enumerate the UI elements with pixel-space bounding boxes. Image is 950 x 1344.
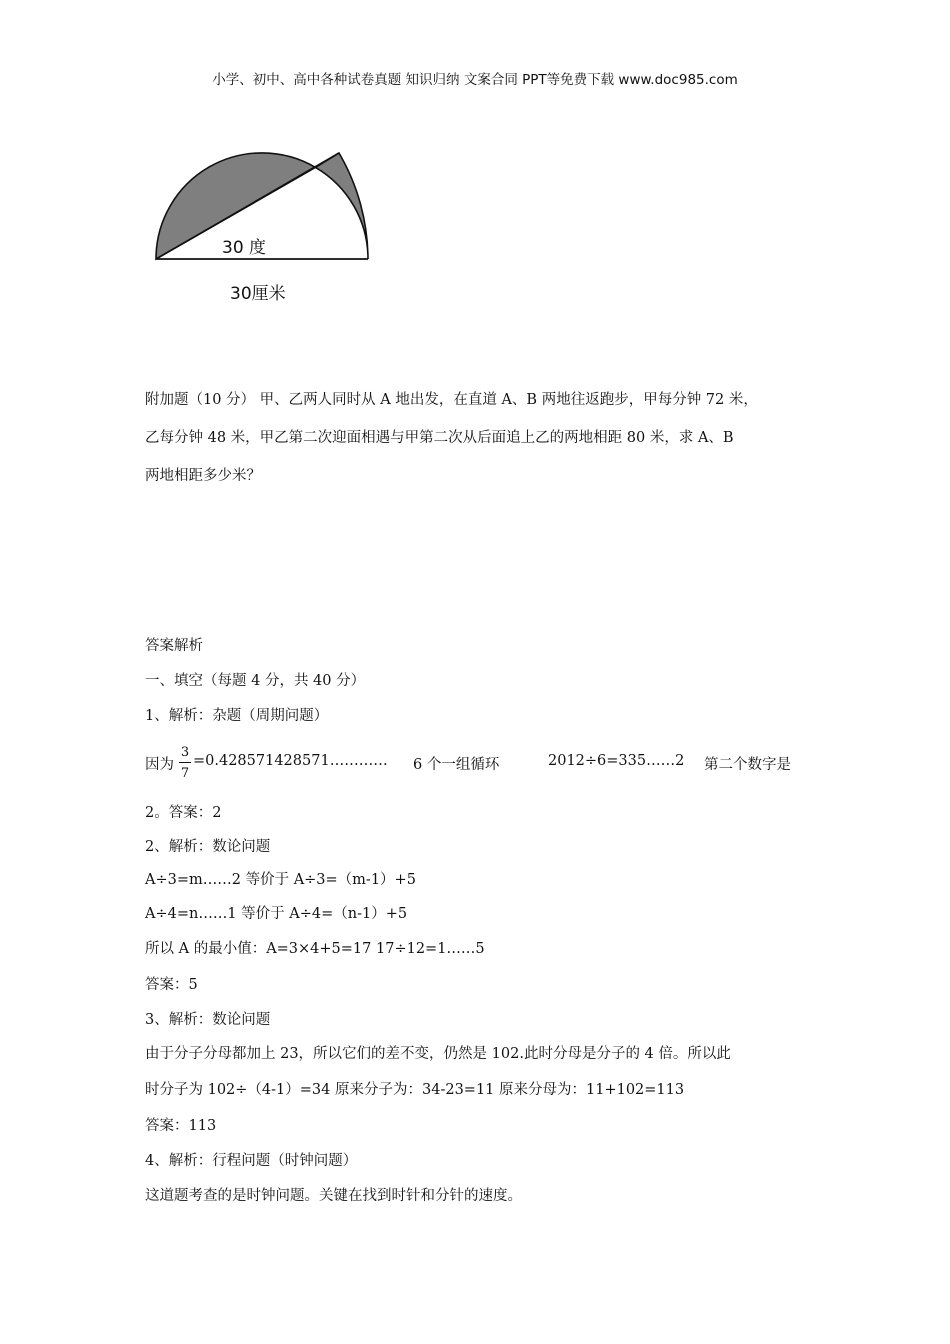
q1-decimal: =0.428571428571………… (193, 753, 388, 769)
section-1-heading: 一、填空（每题 4 分，共 40 分） (145, 673, 366, 689)
q3-heading: 3、解析：数论问题 (145, 1012, 271, 1028)
fraction-bar (179, 762, 191, 763)
q1-prefix: 因为 (145, 757, 174, 773)
q3-line-2: 时分子为 102÷（4-1）=34 原来分子为：34-23=11 原来分母为：11+102=113 (145, 1082, 685, 1098)
angle-label: 30 度 (222, 238, 267, 258)
fraction-three-sevenths (179, 744, 191, 782)
answers-title: 答案解析 (145, 638, 203, 654)
fraction-denominator: 7 (180, 766, 190, 781)
q2-line-3: 所以 A 的最小值：A=3×4+5=17 17÷12=1……5 (145, 941, 485, 957)
q2-line-1: A÷3=m……2 等价于 A÷3=（m-1）+5 (145, 872, 416, 888)
right-shaded-region (316, 153, 369, 259)
q2-line-2: A÷4=n……1 等价于 A÷4=（n-1）+5 (145, 906, 408, 922)
q3-line-1: 由于分子分母都加上 23，所以它们的差不变，仍然是 102.此时分母是分子的 4 倍。所以此 (145, 1046, 731, 1062)
q1-cycle: 6 个一组循环 (413, 757, 500, 773)
fraction-numerator: 3 (180, 745, 190, 760)
q2-answer: 答案：5 (145, 977, 198, 993)
page-header: 小学、初中、高中各种试卷真题 知识归纳 文案合同 PPT等免费下载 www.doc985.com (212, 72, 738, 88)
bonus-line-3: 两地相距多少米？ (145, 468, 261, 484)
q4-heading: 4、解析：行程问题（时钟问题） (145, 1153, 358, 1169)
bonus-line-2: 乙每分钟 48 米，甲乙第二次迎面相遇与甲第二次从后面追上乙的两地相距 80 米，求 A、B (145, 430, 734, 446)
length-label: 30厘米 (230, 284, 286, 304)
q3-answer: 答案：113 (145, 1118, 217, 1134)
q1-heading: 1、解析：杂题（周期问题） (145, 708, 329, 724)
bonus-line-1: 附加题（10 分） 甲、乙两人同时从 A 地出发，在直道 A、B 两地往返跑步，甲每分钟 72 米， (145, 392, 758, 408)
q4-line-1: 这道题考查的是时钟问题。关键在找到时针和分针的速度。 (145, 1188, 522, 1204)
q1-second-digit: 第二个数字是 (704, 757, 791, 773)
geometry-figure (150, 148, 380, 308)
q1-calculation-row (145, 744, 825, 784)
q2-heading: 2、解析：数论问题 (145, 839, 271, 855)
q1-division: 2012÷6=335……2 (548, 753, 685, 769)
q1-answer: 2。答案：2 (145, 805, 222, 821)
